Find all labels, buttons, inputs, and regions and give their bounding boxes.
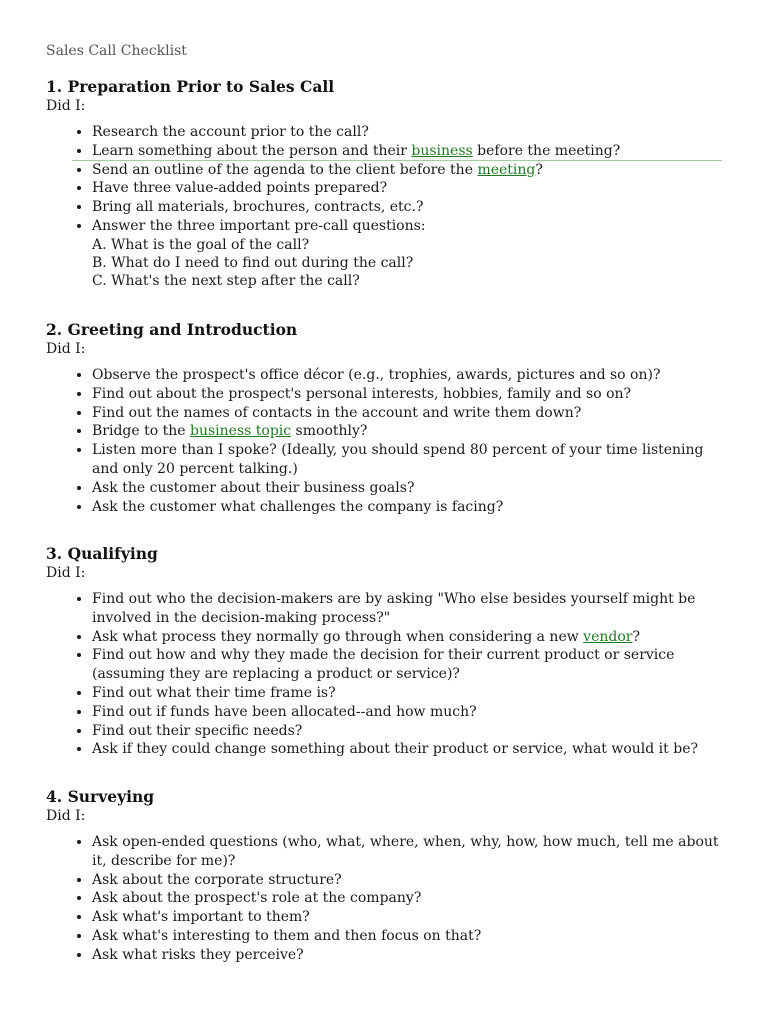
item-text: Answer the three important pre-call questions: xyxy=(92,217,426,234)
checklist-item xyxy=(92,703,726,722)
section-1 xyxy=(46,77,726,290)
section-intro: Did I: xyxy=(46,565,86,581)
item-text-before: Bridge to the xyxy=(92,423,190,440)
section-intro: Did I: xyxy=(46,341,86,357)
checklist-item xyxy=(92,722,726,741)
checklist-item xyxy=(92,366,726,385)
checklist-item xyxy=(92,161,726,180)
checklist-item xyxy=(92,871,726,890)
checklist-item xyxy=(92,889,726,908)
checklist-item xyxy=(92,422,726,441)
item-text: Ask about the corporate structure? xyxy=(92,871,342,888)
section-heading: 2. Greeting and Introduction xyxy=(46,320,298,339)
item-text: Research the account prior to the call? xyxy=(92,124,369,140)
keyword-link[interactable]: business topic xyxy=(190,423,292,440)
checklist xyxy=(46,366,726,516)
item-text: Ask open-ended questions (who, what, where, when, why, how, how much, tell me about it, describe for me)? xyxy=(92,834,719,869)
item-text: Bring all materials, brochures, contracts, etc.? xyxy=(92,199,424,216)
checklist-item xyxy=(92,404,726,423)
section-3 xyxy=(46,544,726,759)
checklist-item xyxy=(92,179,726,198)
checklist-item xyxy=(92,908,726,927)
item-text: Find out what their time frame is? xyxy=(92,684,336,701)
checklist-item xyxy=(92,479,726,498)
keyword-link[interactable]: meeting xyxy=(477,161,536,178)
item-text-after: before the meeting? xyxy=(472,142,621,159)
checklist-item xyxy=(92,946,726,965)
checklist xyxy=(46,833,726,965)
checklist-item xyxy=(92,927,726,946)
checklist-item xyxy=(92,441,726,479)
checklist-item xyxy=(92,646,726,684)
item-text-before: Send an outline of the agenda to the client before the xyxy=(92,161,478,178)
section-heading: 4. Surveying xyxy=(46,787,155,806)
item-text-after: ? xyxy=(632,628,640,645)
checklist-item xyxy=(92,217,726,290)
section-heading: 3. Qualifying xyxy=(46,544,158,563)
item-text: Ask about the prospect's role at the company? xyxy=(92,890,422,907)
item-text: Find out the names of contacts in the account and write them down? xyxy=(92,404,582,421)
section-intro: Did I: xyxy=(46,808,86,824)
item-text: Ask what risks they perceive? xyxy=(92,946,304,963)
item-text: Find out about the prospect's personal interests, hobbies, family and so on? xyxy=(92,385,632,402)
item-text: Ask what's interesting to them and then focus on that? xyxy=(92,927,482,944)
checklist-item xyxy=(92,142,726,161)
item-text: Ask the customer what challenges the company is facing? xyxy=(92,498,504,515)
sub-question: C. What's the next step after the call? xyxy=(92,272,360,289)
item-text: Listen more than I spoke? (Ideally, you should spend 80 percent of your time listening and only 20 percent talking.) xyxy=(92,442,704,477)
item-text: Ask what's important to them? xyxy=(92,909,310,926)
item-text: Have three value-added points prepared? xyxy=(92,180,388,197)
item-text: Find out their specific needs? xyxy=(92,722,303,739)
checklist-item xyxy=(92,590,726,628)
item-text-after: smoothly? xyxy=(291,423,368,440)
item-text-after: ? xyxy=(535,161,543,178)
section-4 xyxy=(46,787,726,965)
item-text: Find out how and why they made the decision for their current product or service (assuming they are replacing a product or service)? xyxy=(92,647,675,683)
section-2 xyxy=(46,320,726,516)
item-text: Observe the prospect's office décor (e.g., trophies, awards, pictures and so on)? xyxy=(92,367,661,383)
checklist-item xyxy=(92,833,726,871)
item-text: Find out if funds have been allocated--and how much? xyxy=(92,703,477,720)
document-title: Sales Call Checklist xyxy=(46,43,187,59)
checklist-item xyxy=(92,385,726,404)
item-text-before: Learn something about the person and their xyxy=(92,142,412,159)
sub-question: A. What is the goal of the call? xyxy=(92,236,310,253)
keyword-link[interactable]: vendor xyxy=(583,628,633,645)
item-text: Find out who the decision-makers are by asking "Who else besides yourself might be involved in the decision-making process?" xyxy=(92,591,696,626)
item-text: Ask if they could change something about their product or service, what would it be? xyxy=(92,741,698,758)
item-text-before: Ask what process they normally go through when considering a new xyxy=(92,628,584,645)
keyword-link[interactable]: business xyxy=(411,142,473,159)
checklist-item xyxy=(92,740,726,759)
item-text: Ask the customer about their business goals? xyxy=(92,479,415,496)
section-heading: 1. Preparation Prior to Sales Call xyxy=(46,77,335,96)
sub-question: B. What do I need to find out during the call? xyxy=(92,254,414,271)
section-intro: Did I: xyxy=(46,98,86,114)
checklist xyxy=(46,123,726,290)
checklist-item xyxy=(92,498,726,517)
checklist-item xyxy=(92,198,726,217)
checklist-item xyxy=(92,684,726,703)
checklist xyxy=(46,590,726,759)
checklist-item xyxy=(92,628,726,647)
checklist-item xyxy=(92,123,726,142)
